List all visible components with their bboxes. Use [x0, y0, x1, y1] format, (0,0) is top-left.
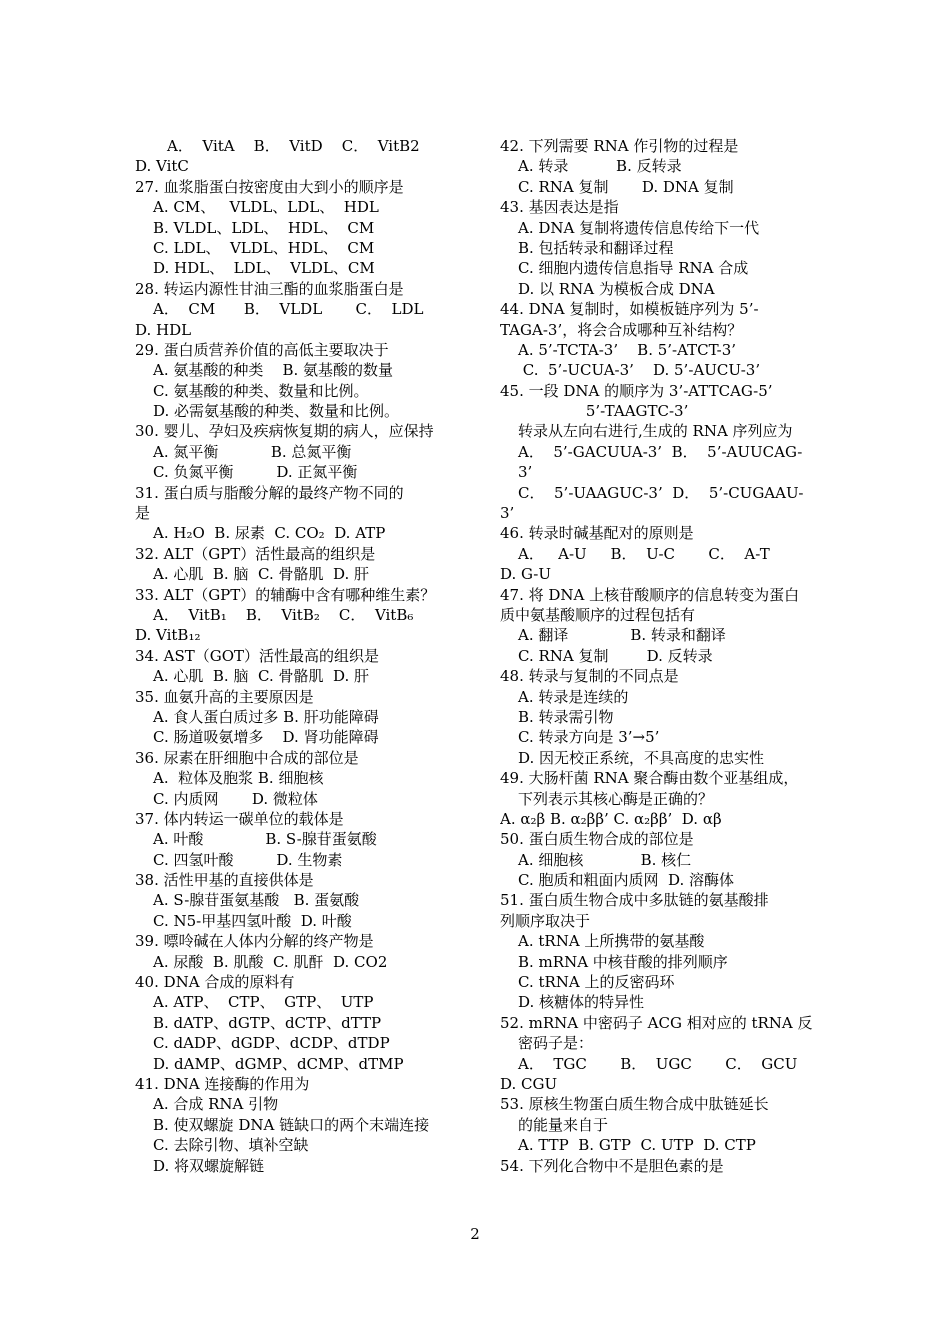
text-line: A． VitB₁ B． VitB₂ C． VitB₆ — [153, 605, 414, 624]
text-line: 30. 婴儿、孕妇及疾病恢复期的病人，应保持 — [135, 422, 434, 441]
text-line: 52. mRNA 中密码子 ACG 相对应的 tRNA 反 — [500, 1013, 813, 1032]
text-line: D. 将双螺旋解链 — [153, 1156, 265, 1175]
text-line: 36. 尿素在肝细胞中合成的部位是 — [135, 748, 359, 767]
text-line: D. 必需氨基酸的种类、数量和比例。 — [153, 402, 400, 421]
right-column — [500, 136, 840, 1176]
text-line: 33. ALT（GPT）的辅酶中含有哪种维生素？ — [135, 585, 436, 604]
text-line: A. 心肌 B. 脑 C. 骨骼肌 D. 肝 — [153, 667, 370, 686]
text-line: 43. 基因表达是指 — [500, 198, 619, 217]
text-line: C. 胞质和粗面内质网 D. 溶酶体 — [518, 871, 735, 890]
text-line: A. 细胞核 B. 核仁 — [518, 850, 692, 869]
text-line: A. 叶酸 B. S-腺苷蛋氨酸 — [153, 830, 377, 849]
text-line: 39. 嘌呤碱在人体内分解的终产物是 — [135, 932, 374, 951]
text-line: A. 合成 RNA 引物 — [153, 1095, 279, 1114]
text-line: 34. AST（GOT）活性最高的组织是 — [135, 646, 380, 665]
text-line: B. dATP、dGTP、dCTP、dTTP — [153, 1013, 382, 1032]
text-line: 的能量来自于 — [518, 1115, 609, 1134]
text-line: A. α₂β B. α₂ββ’ C. α₂ββ’ D. αβ — [500, 809, 722, 828]
text-line: C. RNA 复制 D. DNA 复制 — [518, 177, 734, 196]
text-line: 50. 蛋白质生物合成的部位是 — [500, 830, 694, 849]
text-line: 密码子是： — [518, 1034, 594, 1053]
left-column — [135, 136, 475, 1176]
text-line: 5’-TAAGTC-3’ — [500, 402, 689, 421]
text-line: 27. 血浆脂蛋白按密度由大到小的顺序是 — [135, 177, 404, 196]
text-line: B. mRNA 中核苷酸的排列顺序 — [518, 952, 728, 971]
text-line: C. dADP、dGDP、dCDP、dTDP — [153, 1034, 390, 1053]
text-line: 46. 转录时碱基配对的原则是 — [500, 524, 694, 543]
text-line: C. RNA 复制 D. 反转录 — [518, 646, 713, 665]
text-line: A. 氨基酸的种类 B. 氨基酸的数量 — [153, 361, 394, 380]
text-line: A. DNA 复制将遗传信息传给下一代 — [518, 218, 760, 237]
text-line: TAGA-3’，将会合成哪种互补结构？ — [500, 320, 743, 339]
text-line: C． 5’-UAAGUC-3’ D． 5’-CUGAAU- — [518, 483, 804, 502]
text-line: 列顺序取决于 — [500, 911, 591, 930]
text-line: C. 四氢叶酸 D. 生物素 — [153, 850, 343, 869]
text-line: 47. 将 DNA 上核苷酸顺序的信息转变为蛋白 — [500, 585, 800, 604]
text-line: A. S-腺苷蛋氨基酸 B. 蛋氨酸 — [153, 891, 360, 910]
text-line: C. 负氮平衡 D. 正氮平衡 — [153, 463, 358, 482]
text-line: C. N5-甲基四氢叶酸 D. 叶酸 — [153, 911, 352, 930]
text-line: D. VitB₁₂ — [135, 626, 201, 645]
text-line: C. tRNA 上的反密码环 — [518, 973, 675, 992]
text-line: A. TTP B. GTP C. UTP D. CTP — [518, 1136, 756, 1155]
text-line: 51. 蛋白质生物合成中多肽链的氨基酸排 — [500, 891, 769, 910]
text-line: 44. DNA 复制时，如模板链序列为 5’- — [500, 300, 759, 319]
text-line: D. CGU — [500, 1074, 558, 1093]
text-line: A． TGC B． UGC C． GCU — [518, 1054, 798, 1073]
text-line: 38. 活性甲基的直接供体是 — [135, 871, 314, 890]
text-line: A． 5’-GACUUA-3’ B． 5’-AUUCAG- — [518, 442, 803, 461]
text-line: A. tRNA 上所携带的氨基酸 — [518, 932, 705, 951]
text-line: A. 心肌 B. 脑 C. 骨骼肌 D. 肝 — [153, 565, 370, 584]
text-line: 下列表示其核心酶是正确的？ — [518, 789, 714, 808]
text-line: C. 去除引物、填补空缺 — [153, 1136, 309, 1155]
text-line: A. 转录是连续的 — [518, 687, 629, 706]
text-line: 是 — [135, 504, 151, 523]
text-line: 54. 下列化合物中不是胆色素的是 — [500, 1156, 724, 1175]
text-line: D. G-U — [500, 565, 551, 584]
text-line: 转录从左向右进行,生成的 RNA 序列应为 — [518, 422, 793, 441]
text-line: 28. 转运内源性甘油三酯的血浆脂蛋白是 — [135, 279, 404, 298]
text-line: A. CM、 VLDL、LDL、 HDL — [153, 198, 379, 217]
text-line: C. 内质网 D. 微粒体 — [153, 789, 318, 808]
text-line: A． A-U B． U-C C． A-T — [518, 544, 770, 563]
text-line: A. 食人蛋白质过多 B. 肝功能障碍 — [153, 707, 379, 726]
text-line: 3’ — [518, 463, 533, 482]
text-line: 48. 转录与复制的不同点是 — [500, 667, 679, 686]
text-line: 49. 大肠杆菌 RNA 聚合酶由数个亚基组成， — [500, 769, 799, 788]
text-line: 31. 蛋白质与脂酸分解的最终产物不同的 — [135, 483, 404, 502]
text-line: D. dAMP、dGMP、dCMP、dTMP — [153, 1054, 404, 1073]
text-line: B. 包括转录和翻译过程 — [518, 238, 674, 257]
text-line: D. 因无校正系统，不具高度的忠实性 — [518, 748, 765, 767]
text-line: B. 使双螺旋 DNA 链缺口的两个末端连接 — [153, 1115, 430, 1134]
text-line: 35. 血氨升高的主要原因是 — [135, 687, 314, 706]
text-line: A． CM B． VLDL C． LDL — [153, 300, 424, 319]
text-line: B. 转录需引物 — [518, 707, 614, 726]
page-number: 2 — [470, 1225, 480, 1243]
text-line: C. 转录方向是 3’→5’ — [518, 728, 660, 747]
text-line: 41. DNA 连接酶的作用为 — [135, 1074, 310, 1093]
text-line: 45. 一段 DNA 的顺序为 3’-ATTCAG-5’ — [500, 381, 773, 400]
text-line: 42. 下列需要 RNA 作引物的过程是 — [500, 137, 739, 155]
text-line: 3’ — [500, 504, 515, 523]
text-line: 40. DNA 合成的原料有 — [135, 973, 295, 992]
text-line: 质中氨基酸顺序的过程包括有 — [500, 605, 696, 624]
text-line: A. ATP、 CTP、 GTP、 UTP — [153, 993, 374, 1012]
text-line: A. H₂O B. 尿素 C. CO₂ D. ATP — [153, 524, 386, 543]
text-line: 32. ALT（GPT）活性最高的组织是 — [135, 544, 376, 563]
text-line: C. 细胞内遗传信息指导 RNA 合成 — [518, 259, 749, 278]
text-line: D. 以 RNA 为模板合成 DNA — [518, 279, 715, 298]
text-line: A. 转录 B. 反转录 — [518, 157, 682, 176]
text-line: 53. 原核生物蛋白质生物合成中肽链延长 — [500, 1095, 769, 1114]
text-line: A. 翻译 B. 转录和翻译 — [518, 626, 726, 645]
text-line: C. 肠道吸氨增多 D. 肾功能障碍 — [153, 728, 379, 747]
text-line: A. 氮平衡 B. 总氮平衡 — [153, 442, 352, 461]
text-line: D. HDL — [135, 320, 192, 339]
text-line: D. 核糖体的特异性 — [518, 993, 645, 1012]
text-line: A. 粒体及胞浆 B. 细胞核 — [153, 769, 324, 788]
text-line: C. LDL、 VLDL、HDL、 CM — [153, 238, 375, 257]
text-line: B. VLDL、LDL、 HDL、 CM — [153, 218, 375, 237]
text-line: C. 5’-UCUA-3’ D. 5’-AUCU-3’ — [518, 361, 761, 380]
text-line: A. 5’-TCTA-3’ B. 5’-ATCT-3’ — [518, 340, 737, 359]
text-line: A． VitA B． VitD C． VitB2 — [167, 137, 420, 155]
text-line: 29. 蛋白质营养价值的高低主要取决于 — [135, 340, 389, 359]
text-line: 37. 体内转运一碳单位的载体是 — [135, 809, 344, 828]
text-line: D. VitC — [135, 157, 189, 176]
text-line: C. 氨基酸的种类、数量和比例。 — [153, 381, 369, 400]
text-line: D. HDL、 LDL、 VLDL、CM — [153, 259, 375, 278]
text-line: A. 尿酸 B. 肌酸 C. 肌酐 D. CO2 — [153, 952, 388, 971]
